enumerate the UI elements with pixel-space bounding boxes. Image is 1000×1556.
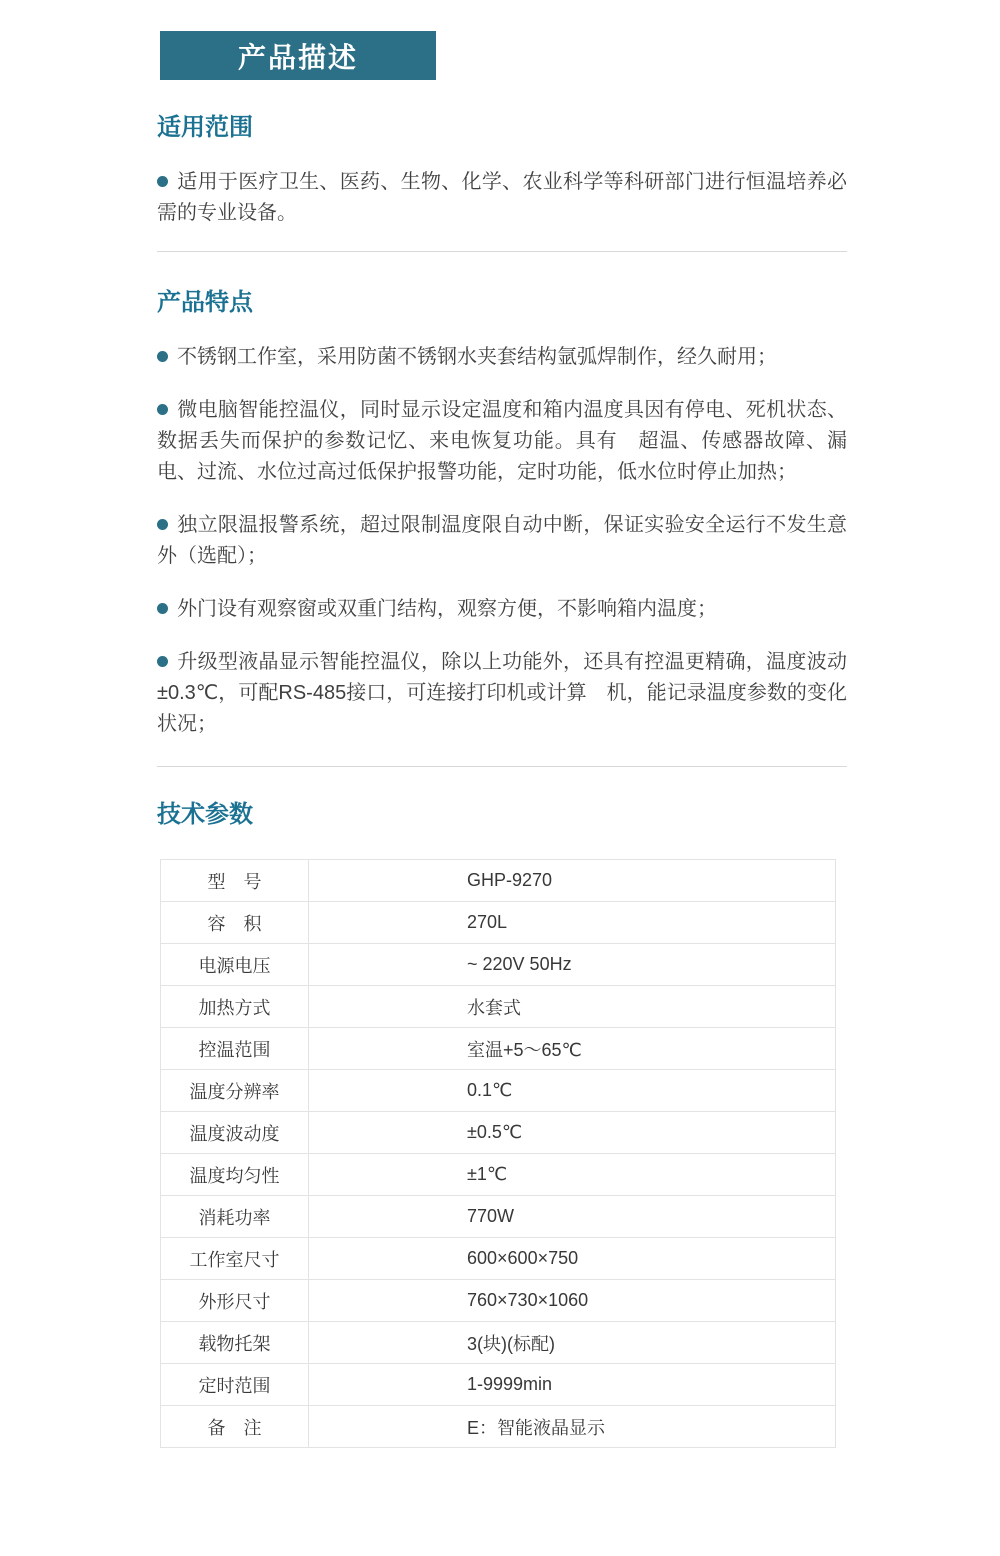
spec-row — [161, 1364, 836, 1406]
spec-label: 备 注 — [161, 1406, 309, 1448]
feature-item — [157, 510, 847, 572]
product-description-banner — [160, 31, 436, 80]
spec-row — [161, 1154, 836, 1196]
spec-label: 型 号 — [161, 860, 309, 902]
spec-row — [161, 1238, 836, 1280]
bullet-icon — [157, 404, 168, 415]
feature-item-text: 微电脑智能控温仪，同时显示设定温度和箱内温度具因有停电、死机状态、数据丢失而保护的参数记忆、来电恢复功能。具有 超温、传感器故障、漏电、过流、水位过高过低保护报警功能，定时功能，低水位时停止加热； — [157, 399, 847, 483]
feature-item — [157, 647, 847, 740]
spec-row — [161, 1112, 836, 1154]
bullet-icon — [157, 656, 168, 667]
spec-label: 加热方式 — [161, 986, 309, 1028]
bullet-icon — [157, 603, 168, 614]
spec-label: 外形尺寸 — [161, 1280, 309, 1322]
spec-value: 760×730×1060 — [309, 1280, 836, 1322]
spec-value: 600×600×750 — [309, 1238, 836, 1280]
spec-value: ±1℃ — [309, 1154, 836, 1196]
spec-value: GHP-9270 — [309, 860, 836, 902]
spec-row — [161, 1280, 836, 1322]
spec-label: 容 积 — [161, 902, 309, 944]
specs-table — [160, 859, 836, 1448]
spec-value: 1-9999min — [309, 1364, 836, 1406]
spec-row — [161, 986, 836, 1028]
spec-label: 电源电压 — [161, 944, 309, 986]
feature-item-text: 不锈钢工作室，采用防菌不锈钢水夹套结构氩弧焊制作，经久耐用； — [177, 346, 777, 368]
spec-value: ±0.5℃ — [309, 1112, 836, 1154]
spec-label: 温度分辨率 — [161, 1070, 309, 1112]
feature-item-text: 外门设有观察窗或双重门结构，观察方便，不影响箱内温度； — [177, 598, 717, 620]
page-content — [157, 31, 847, 1448]
spec-row — [161, 1070, 836, 1112]
spec-label: 温度均匀性 — [161, 1154, 309, 1196]
feature-item — [157, 342, 847, 373]
scope-item-text: 适用于医疗卫生、医药、生物、化学、农业科学等科研部门进行恒温培养必需的专业设备。 — [157, 171, 847, 224]
spec-row — [161, 1406, 836, 1448]
spec-value: 室温+5～65℃ — [309, 1028, 836, 1070]
spec-value: 770W — [309, 1196, 836, 1238]
scope-item — [157, 167, 847, 229]
section-title-features: 产品特点 — [157, 289, 253, 316]
spec-value: E：智能液晶显示 — [309, 1406, 836, 1448]
section-title-specs: 技术参数 — [157, 801, 253, 828]
bullet-icon — [157, 176, 168, 187]
feature-item — [157, 594, 847, 625]
feature-item-text: 独立限温报警系统，超过限制温度限自动中断，保证实验安全运行不发生意外（选配）； — [157, 514, 847, 567]
spec-label: 载物托架 — [161, 1322, 309, 1364]
bullet-icon — [157, 519, 168, 530]
spec-value: 水套式 — [309, 986, 836, 1028]
spec-row — [161, 1196, 836, 1238]
spec-label: 温度波动度 — [161, 1112, 309, 1154]
spec-row — [161, 1322, 836, 1364]
spec-row — [161, 902, 836, 944]
spec-label: 工作室尺寸 — [161, 1238, 309, 1280]
spec-value: ~ 220V 50Hz — [309, 944, 836, 986]
spec-value: 3(块)(标配) — [309, 1322, 836, 1364]
spec-value: 0.1℃ — [309, 1070, 836, 1112]
section-divider — [157, 766, 847, 767]
banner-title: 产品描述 — [237, 41, 358, 73]
feature-item — [157, 395, 847, 488]
section-title-scope: 适用范围 — [157, 114, 253, 141]
feature-item-text: 升级型液晶显示智能控温仪，除以上功能外，还具有控温更精确，温度波动±0.3℃，可配RS-485接口，可连接打印机或计算 机，能记录温度参数的变化状况； — [157, 651, 847, 735]
section-divider — [157, 251, 847, 252]
spec-label: 控温范围 — [161, 1028, 309, 1070]
spec-row — [161, 860, 836, 902]
spec-row — [161, 944, 836, 986]
spec-label: 消耗功率 — [161, 1196, 309, 1238]
spec-value: 270L — [309, 902, 836, 944]
spec-row — [161, 1028, 836, 1070]
spec-label: 定时范围 — [161, 1364, 309, 1406]
bullet-icon — [157, 351, 168, 362]
